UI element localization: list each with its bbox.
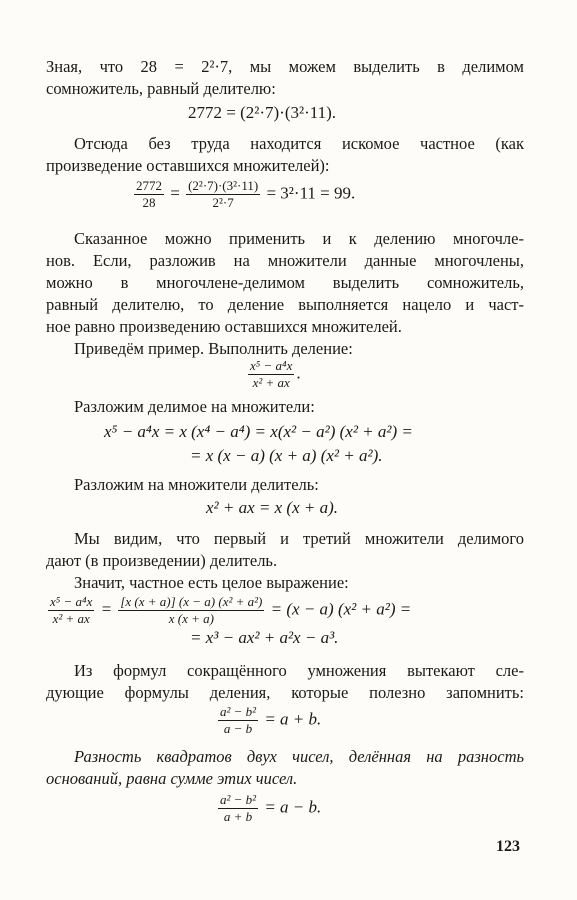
equation: = x (x − a) (x + a) (x² + a²).: [190, 446, 383, 465]
fraction: [248, 358, 294, 391]
text-line: Значит, частное есть целое выражение:: [74, 573, 349, 592]
fraction: [186, 178, 260, 211]
text-line: равный делителю, то деление выполняется нацело и част-: [46, 295, 524, 314]
denominator: x² + ax: [52, 611, 90, 626]
equation: $\frac{\text{x⁵ − a⁴x}}{\text{x² + ax}}$ .: [250, 358, 301, 390]
equation: $\frac{\text{x⁵ − a⁴x}}{\text{x² + ax}}$ = $\frac{\text{[x (x + a)] (x − a) (x² + a²)}}{x (x + a)}$ = (x − a) (x² + a²) =: [50, 594, 412, 626]
text-line: Сказанное можно применить и к делению многочле-: [74, 229, 524, 248]
text-line: можно в многочлене-делимом выделить сомножитель,: [46, 273, 524, 292]
text-line: нов. Если, разложив на множители данные многочлены,: [46, 251, 524, 270]
fraction: [48, 594, 94, 627]
equation: [216, 792, 321, 825]
denominator: x (x + a): [168, 611, 214, 626]
fraction: [218, 704, 258, 737]
page-number: 123: [496, 838, 520, 855]
denominator: a + b: [223, 809, 253, 824]
equation: [216, 704, 321, 737]
text-line: Приведём пример. Выполнить деление:: [74, 339, 353, 358]
fraction: [134, 178, 164, 211]
numerator: x⁵ − a⁴x: [250, 358, 293, 373]
equation-rest: = a − b.: [264, 797, 322, 817]
numerator: a² − b²: [220, 704, 257, 719]
fraction: [118, 594, 264, 627]
equation-rest: = a + b.: [264, 709, 322, 729]
numerator: [x (x + a)] (x − a) (x² + a²): [120, 594, 263, 609]
equation: = x³ − ax² + a²x − a³.: [190, 628, 339, 647]
numerator: a² − b²: [220, 792, 257, 807]
equation-rest: = 3²·11 = 99.: [266, 183, 356, 203]
equation: x² + ax = x (x + a).: [206, 498, 339, 517]
equation: $\frac{2772}{28}$ = $\frac{\text{(2²·7)·(3²·11)}}{\text{2²·7}}$ = 3²·11 = 99.: [136, 178, 356, 210]
text-line: произведение оставшихся множителей):: [46, 156, 330, 175]
text-line: дующие формулы деления, которые полезно запомнить:: [46, 683, 524, 702]
equation: 2772 = (2²·7)·(3²·11).: [188, 103, 337, 122]
text-line: сомножитель, равный делителю:: [46, 79, 276, 98]
denominator: a − b: [223, 721, 253, 736]
text-line: Мы видим, что первый и третий множители делимого: [74, 529, 524, 548]
text-line: ное равно произведению оставшихся множителей.: [46, 317, 402, 336]
text-line: Отсюда без труда находится искомое частное (как: [74, 134, 524, 153]
numerator: x⁵ − a⁴x: [50, 594, 93, 609]
denominator: x² + ax: [252, 375, 290, 390]
numerator: (2²·7)·(3²·11): [188, 178, 259, 193]
text-line: Из формул сокращённого умножения вытекают сле-: [74, 661, 524, 680]
numerator: 2772: [136, 178, 162, 193]
fraction: [218, 792, 258, 825]
denominator: 28: [142, 195, 156, 210]
equation: x⁵ − a⁴x = x (x⁴ − a⁴) = x(x² − a²) (x² + a²) =: [104, 422, 413, 441]
text-line: Разложим делимое на множители:: [74, 397, 315, 416]
text-line: Разложим на множители делитель:: [74, 475, 319, 494]
text-line: оснований, равна сумме этих чисел.: [46, 769, 298, 788]
text-line: Зная, что 28 = 2²·7, мы можем выделить в делимом: [46, 57, 524, 76]
equation-rest: = (x − a) (x² + a²) =: [270, 599, 412, 619]
denominator: 2²·7: [212, 195, 234, 210]
text-line: дают (в произведении) делитель.: [46, 551, 278, 570]
text-line: Разность квадратов двух чисел, делённая на разность: [74, 747, 524, 766]
